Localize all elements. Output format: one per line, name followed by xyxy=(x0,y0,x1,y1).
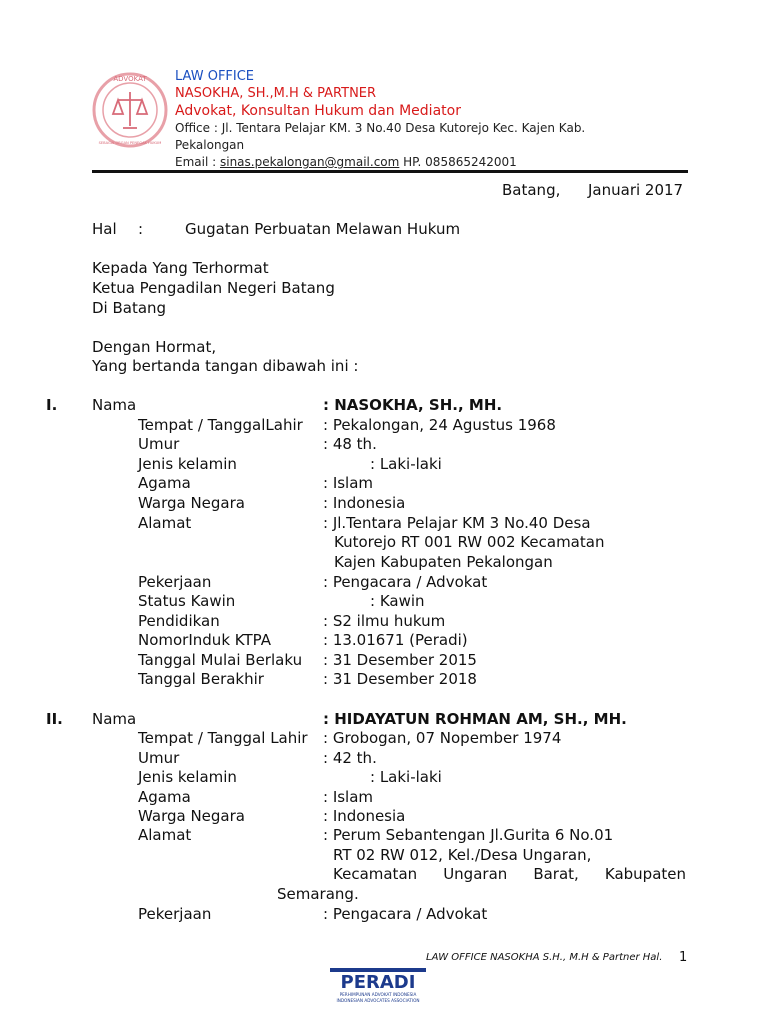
advokat-logo xyxy=(90,70,170,150)
person2-agama-label: Agama xyxy=(138,788,191,806)
person1-pekerjaan-value: : Pengacara / Advokat xyxy=(323,573,488,591)
person1-alamat-line: : Jl.Tentara Pelajar KM 3 No.40 Desa xyxy=(323,514,591,532)
person2-alamat-line: Semarang. xyxy=(277,885,359,903)
header-contact xyxy=(175,154,517,171)
person1-wn-label: Warga Negara xyxy=(138,494,245,512)
person1-wn-value: : Indonesia xyxy=(323,494,406,512)
email-link[interactable]: sinas.pekalongan@gmail.com xyxy=(219,155,400,169)
person2-pekerjaan-value: : Pengacara / Advokat xyxy=(323,905,488,923)
person1-mulai-value: : 31 Desember 2015 xyxy=(323,651,477,669)
page-number: 1 xyxy=(679,950,688,965)
greeting-line: Yang bertanda tangan dibawah ini : xyxy=(92,357,359,375)
recipient-line: Kepada Yang Terhormat xyxy=(92,259,269,277)
header-office-address: Office : Jl. Tentara Pelajar KM. 3 No.40 Desa Kutorejo Kec. Kajen Kab. xyxy=(175,121,586,135)
person2-wn-value: : Indonesia xyxy=(323,807,406,825)
person1-agama-label: Agama xyxy=(138,474,191,492)
person1-akhir-value: : 31 Desember 2018 xyxy=(323,670,477,688)
logo-text: ADVOKAT xyxy=(113,75,147,83)
person2-number: II. xyxy=(46,710,63,728)
date-place: Batang, xyxy=(502,181,561,199)
header-firm-name: NASOKHA, SH.,M.H & PARTNER xyxy=(175,86,377,101)
person2-nama-label: Nama xyxy=(92,710,137,728)
person1-alamat-line: Kutorejo RT 001 RW 002 Kecamatan xyxy=(334,533,605,551)
person2-alamat-line: RT 02 RW 012, Kel./Desa Ungaran, xyxy=(333,846,592,864)
person2-umur-label: Umur xyxy=(138,749,180,767)
email-label: Email : xyxy=(175,155,217,169)
person1-ktpa-value: : 13.01671 (Peradi) xyxy=(323,631,468,649)
person2-agama-value: : Islam xyxy=(323,788,374,806)
person1-ttl-label: Tempat / TanggalLahir xyxy=(138,416,303,434)
person2-wn-label: Warga Negara xyxy=(138,807,245,825)
date-value: Januari 2017 xyxy=(588,181,684,199)
person1-umur-value: : 48 th. xyxy=(323,435,377,453)
person2-alamat-line: : Perum Sebantengan Jl.Gurita 6 No.01 xyxy=(323,826,614,844)
peradi-sub: INDONESIAN ADVOCATES ASSOCIATION xyxy=(336,998,420,1003)
person1-mulai-label: Tanggal Mulai Berlaku xyxy=(138,651,303,669)
person2-alamat-line: Kecamatan Ungaran Barat, Kabupaten xyxy=(333,865,686,883)
header-office-address-2: Pekalongan xyxy=(175,138,245,152)
person1-jk-label: Jenis kelamin xyxy=(138,455,237,473)
person1-status-label: Status Kawin xyxy=(138,592,236,610)
greeting-line: Dengan Hormat, xyxy=(92,338,217,356)
person1-akhir-label: Tanggal Berakhir xyxy=(138,670,264,688)
person1-ttl-value: : Pekalongan, 24 Agustus 1968 xyxy=(323,416,556,434)
person1-jk-value: : Laki-laki xyxy=(370,455,442,473)
person1-ktpa-label: NomorInduk KTPA xyxy=(138,631,271,649)
person2-umur-value: : 42 th. xyxy=(323,749,377,767)
person2-ttl-value: : Grobogan, 07 Nopember 1974 xyxy=(323,729,562,747)
person1-umur-label: Umur xyxy=(138,435,180,453)
subject-label: Hal xyxy=(92,220,117,238)
phone: HP. 085865242001 xyxy=(403,155,517,169)
peradi-logo xyxy=(328,966,428,1006)
footer-text: LAW OFFICE NASOKHA S.H., M.H & Partner Hal. xyxy=(426,952,663,963)
person1-number: I. xyxy=(46,396,58,414)
person1-nama-value: : NASOKHA, SH., MH. xyxy=(323,396,503,414)
person2-jk-value: : Laki-laki xyxy=(370,768,442,786)
header-law-office: LAW OFFICE xyxy=(175,69,255,84)
subject-value: Gugatan Perbuatan Melawan Hukum xyxy=(185,220,461,238)
person2-pekerjaan-label: Pekerjaan xyxy=(138,905,212,923)
header-tagline: Advokat, Konsultan Hukum dan Mediator xyxy=(175,103,461,119)
peradi-sub: PERHIMPUNAN ADVOKAT INDONESIA xyxy=(339,992,417,997)
person1-pekerjaan-label: Pekerjaan xyxy=(138,573,212,591)
subject-sep: : xyxy=(138,220,144,238)
person2-alamat-label: Alamat xyxy=(138,826,192,844)
person1-pendidikan-label: Pendidikan xyxy=(138,612,220,630)
person1-alamat-label: Alamat xyxy=(138,514,192,532)
person2-jk-label: Jenis kelamin xyxy=(138,768,237,786)
recipient-line: Ketua Pengadilan Negeri Batang xyxy=(92,279,335,297)
person1-status-value: : Kawin xyxy=(370,592,425,610)
header-rule xyxy=(92,170,688,173)
person2-nama-value: : HIDAYATUN ROHMAN AM, SH., MH. xyxy=(323,710,627,728)
recipient-line: Di Batang xyxy=(92,299,167,317)
person1-alamat-line: Kajen Kabupaten Pekalongan xyxy=(334,553,553,571)
person1-agama-value: : Islam xyxy=(323,474,374,492)
person2-ttl-label: Tempat / Tanggal Lahir xyxy=(138,729,308,747)
logo-subtext: SEBAGAI ORGAN PENEGAK HUKUM xyxy=(98,141,162,145)
peradi-wordmark: PERADI xyxy=(340,972,416,993)
person1-pendidikan-value: : S2 ilmu hukum xyxy=(323,612,446,630)
person1-nama-label: Nama xyxy=(92,396,137,414)
